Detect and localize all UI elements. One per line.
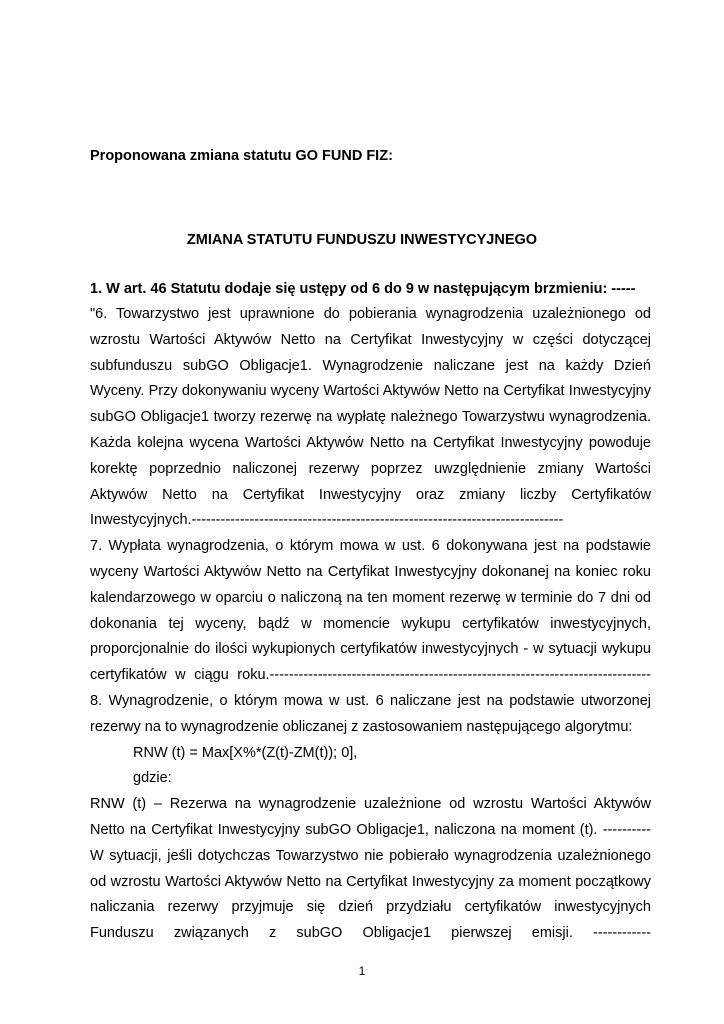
proposal-heading: Proponowana zmiana statutu GO FUND FIZ: (90, 148, 393, 164)
section-heading: 1. W art. 46 Statutu dodaje się ustępy od 6 do 9 w następującym brzmieniu: ----- (90, 281, 636, 297)
page-number: 1 (358, 964, 366, 978)
document-body (90, 302, 651, 947)
formula: RNW (t) = Max[X%*(Z(t)-ZM(t)); 0], (133, 744, 358, 761)
paragraph-7: 7. Wypłata wynagrodzenia, o którym mowa w ust. 6 dokonywana jest na podstawie wyceny Wartości Aktywów Netto na Certyfikat Inwestycyjny dokonanej na koniec roku kalendarzowego w oparciu o naliczoną na ten moment rezerwę w terminie do 7 dni od dokonania tej wyceny, bądź w momencie wykupu certyfikatów inwestycyjnych, proporcjonalnie do ilości wykupionych certyfikatów inwestycyjnych - w sytuacji wykupu certyfikatów w ciągu roku.------------------------------------------------------------------------------- (90, 538, 651, 684)
paragraph-6: "6. Towarzystwo jest uprawnione do pobierania wynagrodzenia uzależnionego od wzrostu Wartości Aktywów Netto na Certyfikat Inwestycyjny w części dotyczącej subfunduszu subGO Obligacje1. Wynagrodzenie naliczane jest na każdy Dzień Wyceny. Przy dokonywaniu wyceny Wartości Aktywów Netto na Certyfikat Inwestycyjny subGO Obligacje1 tworzy rezerwę na wypłatę należnego Towarzystwu wynagrodzenia. Każda kolejna wycena Wartości Aktywów Netto na Certyfikat Inwestycyjny powoduje korektę poprzednio naliczonej rezerwy poprzez uwzględnienie zmiany Wartości Aktywów Netto na Certyfikat Inwestycyjny oraz zmiany liczby Certyfikatów Inwestycyjnych.----------------------------------------------------------------------------- (90, 306, 651, 529)
paragraph-8: 8. Wynagrodzenie, o którym mowa w ust. 6 naliczane jest na podstawie utworzonej rezerwy na to wynagrodzenie obliczanej z zastosowaniem następującego algorytmu: (90, 692, 651, 735)
situation-paragraph: W sytuacji, jeśli dotychczas Towarzystwo nie pobierało wynagrodzenia uzależnionego od wzrostu Wartości Aktywów Netto na Certyfikat Inwestycyjny za moment początkowy naliczania rezerwy przyjmuje się dzień przydziału certyfikatów inwestycyjnych Funduszu związanych z subGO Obligacje1 pierwszej emisji. ------------ (90, 847, 651, 942)
document-title: ZMIANA STATUTU FUNDUSZU INWESTYCYJNEGO (186, 232, 538, 248)
rnw-definition: RNW (t) – Rezerwa na wynagrodzenie uzależnione od wzrostu Wartości Aktywów Netto na Certyfikat Inwestycyjny subGO Obligacje1, naliczona na moment (t). ---------- (90, 796, 651, 838)
formula-where: gdzie: (133, 770, 172, 787)
